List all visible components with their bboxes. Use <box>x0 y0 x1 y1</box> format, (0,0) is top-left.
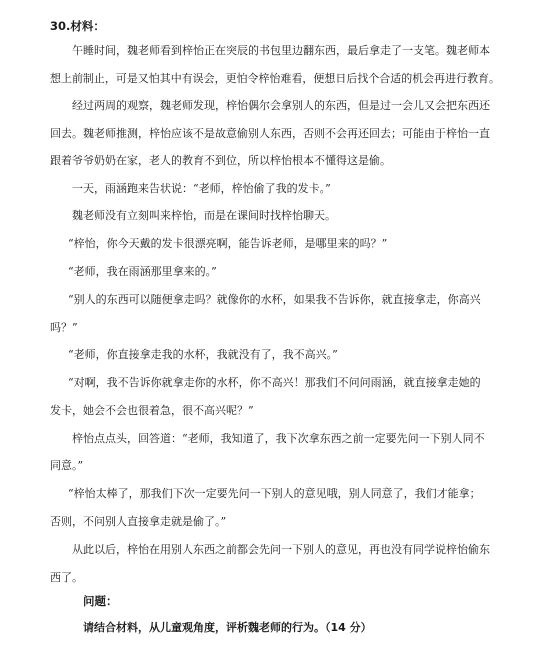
text-line: 吗？” <box>50 320 78 334</box>
question-number-heading: 30.材料： <box>50 19 105 33</box>
text-line: 午睡时间，魏老师看到梓怡正在突辰的书包里边翻东西，最后拿走了一支笔。魏老师本 <box>72 43 490 57</box>
text-line: 经过两周的观察，魏老师发现，梓怡偶尔会拿别人的东西，但是过一会儿又会把东西还 <box>72 99 490 113</box>
text-line: “梓怡太棒了，那我们下次一定要先问一下别人的意见哦，别人同意了，我们才能拿； <box>68 487 481 501</box>
text-line: 发卡，她会不会也很着急，很不高兴呢？” <box>50 403 254 417</box>
text-line: 跟着爷爷奶奶在家，老人的教育不到位，所以梓怡根本不懂得这是偷。 <box>50 153 391 167</box>
text-line: 一天，雨涵跑来告状说：“老师，梓怡偷了我的发卡。” <box>72 181 331 195</box>
text-line: “老师，我在雨涵那里拿来的。” <box>68 265 217 279</box>
text-line: 否则，不问别人直接拿走就是偷了。” <box>50 514 227 528</box>
text-line: “别人的东西可以随便拿走吗？就像你的水杯，如果我不告诉你，就直接拿走，你高兴 <box>68 292 481 306</box>
text-line: 想上前制止，可是又怕其中有误会，更怕令梓怡难看，便想日后找个合适的机会再进行教育。 <box>50 71 500 85</box>
question-label: 问题： <box>83 594 118 609</box>
text-line: 魏老师没有立刻叫来梓怡，而是在课间时找梓怡聊天。 <box>72 209 336 223</box>
text-line: 同意。” <box>50 459 84 473</box>
question-text: 请结合材料，从儿童观角度，评析魏老师的行为。（14 分） <box>83 621 372 635</box>
text-line: 西了。 <box>50 570 83 584</box>
text-line: “老师，你直接拿走我的水杯，我就没有了，我不高兴。” <box>68 348 338 362</box>
text-line: “梓怡，你今天戴的发卡很漂亮啊，能告诉老师，是哪里来的吗？” <box>68 237 388 251</box>
text-line: 梓怡点点头，回答道：“老师，我知道了，我下次拿东西之前一定要先问一下别人同不 <box>72 431 485 445</box>
text-line: 从此以后，梓怡在用别人东西之前都会先问一下别人的意见，再也没有同学说梓怡偷东 <box>72 542 490 556</box>
text-line: 回去。魏老师推测，梓怡应该不是故意偷别人东西，否则不会再还回去；可能由于梓怡一直 <box>50 127 490 141</box>
text-line: “对啊，我不告诉你就拿走你的水杯，你不高兴！那我们不问问雨涵，就直接拿走她的 <box>68 376 481 390</box>
